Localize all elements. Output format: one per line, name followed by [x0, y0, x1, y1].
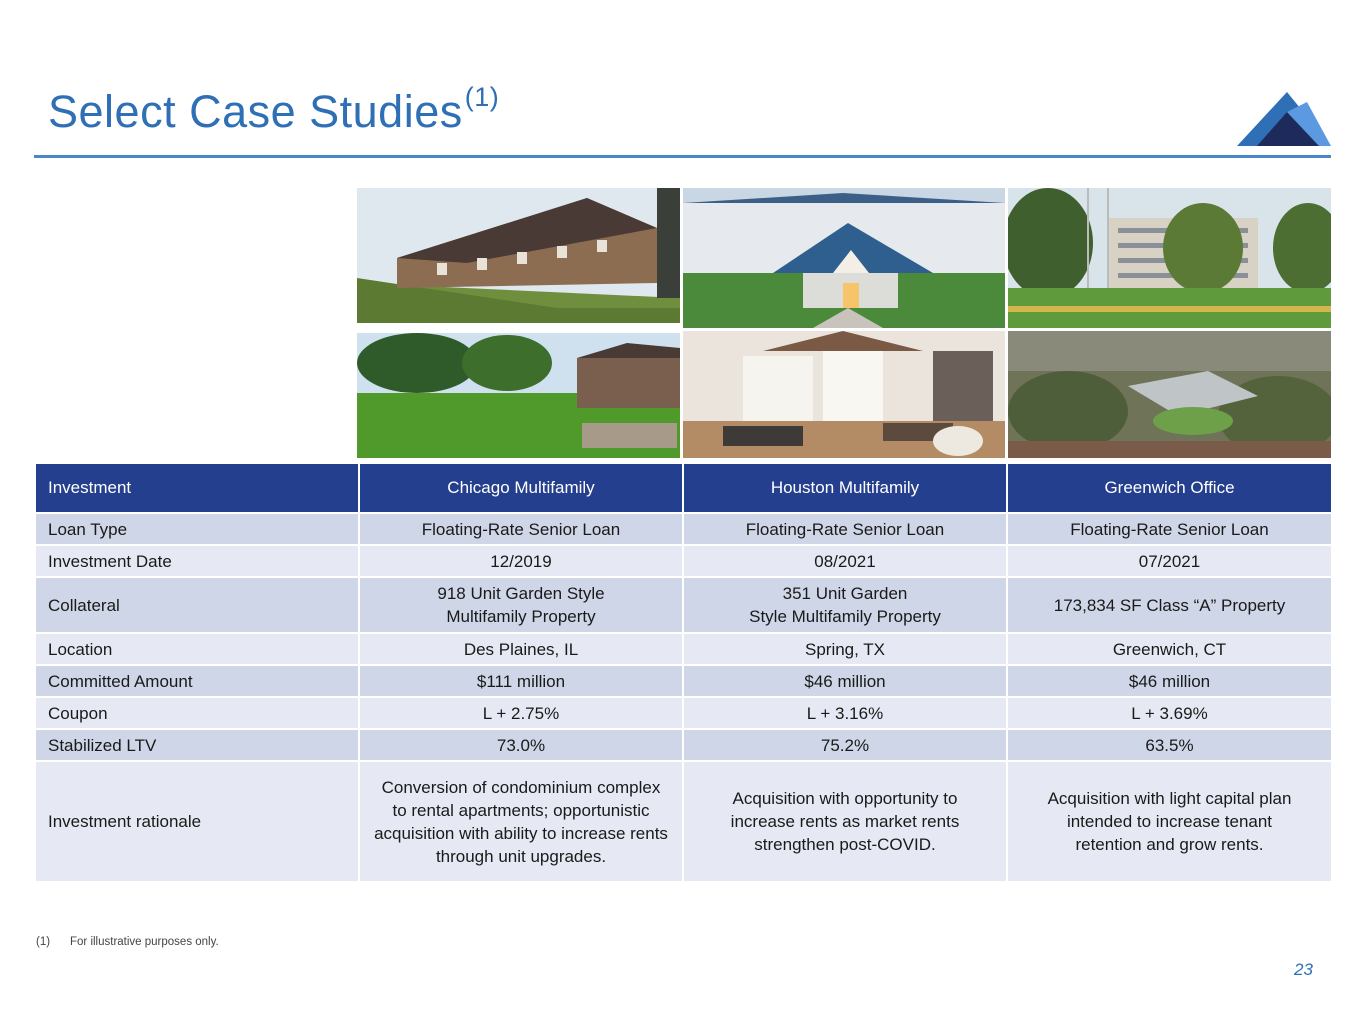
row-label-cell: Coupon [35, 697, 359, 729]
header-divider [34, 155, 1331, 158]
houston-exterior-photo [683, 188, 1005, 328]
table-cell: $46 million [1007, 665, 1332, 697]
footnote-number: (1) [36, 936, 51, 948]
mountain-logo-icon [1237, 88, 1331, 148]
page-number: 23 [1294, 960, 1313, 979]
table-cell: 73.0% [359, 729, 683, 761]
row-label-cell: Stabilized LTV [35, 729, 359, 761]
table-cell: 173,834 SF Class “A” Property [1007, 577, 1332, 633]
table-cell: Greenwich, CT [1007, 633, 1332, 665]
title-footnote-marker: (1) [464, 82, 500, 112]
row-label-cell: Committed Amount [35, 665, 359, 697]
header-cell-houston: Houston Multifamily [683, 463, 1007, 513]
table-cell: Des Plaines, IL [359, 633, 683, 665]
header-cell-chicago: Chicago Multifamily [359, 463, 683, 513]
table-cell: $46 million [683, 665, 1007, 697]
table-cell: 08/2021 [683, 545, 1007, 577]
table-row [35, 665, 1332, 697]
row-label-cell: Location [35, 633, 359, 665]
page-title-text: Select Case Studies [48, 86, 463, 137]
footnote-text: For illustrative purposes only. [70, 936, 219, 948]
table-cell: Floating-Rate Senior Loan [359, 513, 683, 545]
table-cell: Floating-Rate Senior Loan [1007, 513, 1332, 545]
greenwich-aerial-photo [1008, 331, 1331, 458]
table-row [35, 633, 1332, 665]
chicago-exterior-photo [357, 188, 680, 323]
row-label-cell: Loan Type [35, 513, 359, 545]
table-cell: Acquisition with opportunity to increase rents as market rents strengthen post-COVID. [683, 761, 1007, 882]
row-label-cell: Investment rationale [35, 761, 359, 882]
table-cell: Spring, TX [683, 633, 1007, 665]
table-cell: 75.2% [683, 729, 1007, 761]
footnote [36, 936, 219, 948]
table-cell: 63.5% [1007, 729, 1332, 761]
table-row [35, 761, 1332, 882]
table-row [35, 513, 1332, 545]
table-cell: Acquisition with light capital plan intended to increase tenant retention and grow rents. [1007, 761, 1332, 882]
page-title [48, 82, 500, 138]
table-cell: Floating-Rate Senior Loan [683, 513, 1007, 545]
property-photos [357, 188, 1331, 460]
houston-interior-photo [683, 331, 1005, 458]
table-cell: L + 3.16% [683, 697, 1007, 729]
table-row [35, 545, 1332, 577]
table-header-row [35, 463, 1332, 513]
table-cell: L + 3.69% [1007, 697, 1332, 729]
table-cell: L + 2.75% [359, 697, 683, 729]
table-cell: 12/2019 [359, 545, 683, 577]
header-cell-greenwich: Greenwich Office [1007, 463, 1332, 513]
case-studies-table [34, 462, 1333, 883]
row-label-cell: Collateral [35, 577, 359, 633]
table-row [35, 577, 1332, 633]
table-cell: Conversion of condominium complex to rental apartments; opportunistic acquisition with ability to increase rents through unit upgrades. [359, 761, 683, 882]
table-row [35, 697, 1332, 729]
header-cell-investment: Investment [35, 463, 359, 513]
table-cell: 351 Unit Garden Style Multifamily Property [683, 577, 1007, 633]
row-label-cell: Investment Date [35, 545, 359, 577]
table-row [35, 729, 1332, 761]
greenwich-exterior-photo [1008, 188, 1331, 328]
table-cell: 07/2021 [1007, 545, 1332, 577]
table-cell: 918 Unit Garden Style Multifamily Property [359, 577, 683, 633]
table-cell: $111 million [359, 665, 683, 697]
chicago-lawn-photo [357, 333, 680, 458]
